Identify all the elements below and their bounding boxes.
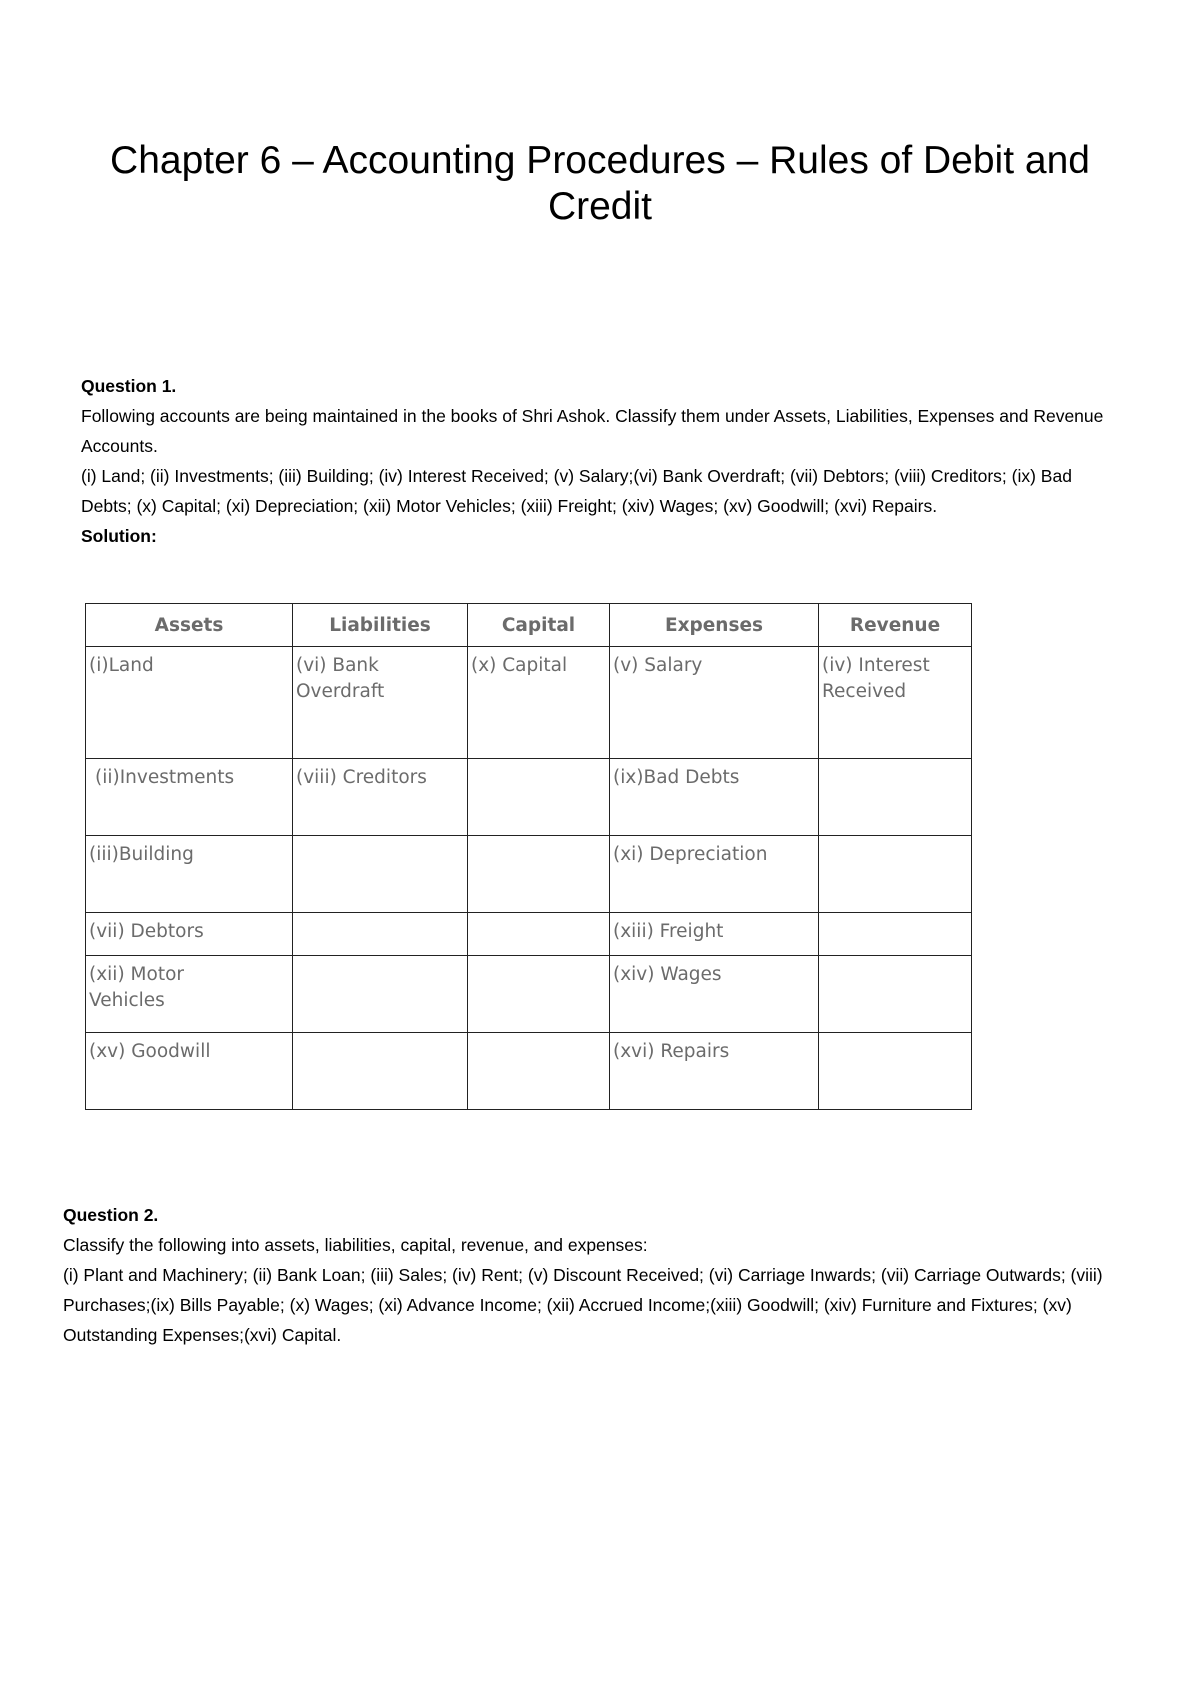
header-assets: Assets — [86, 604, 293, 647]
table-cell — [610, 913, 819, 956]
header-capital: Capital — [468, 604, 610, 647]
table-row — [86, 647, 972, 759]
cell-text: (vi) Bank Overdraft — [296, 655, 385, 702]
solution-label: Solution: — [81, 526, 157, 546]
cell-text: (x) Capital — [471, 655, 568, 676]
cell-text — [293, 956, 467, 962]
cell-text: (xvi) Repairs — [613, 1041, 730, 1062]
table-cell — [610, 647, 819, 759]
table-cell — [468, 956, 610, 1033]
page-title: Chapter 6 – Accounting Procedures – Rules of Debit and Credit — [110, 139, 1090, 228]
cell-text — [819, 759, 971, 765]
cell-text: (iii)Building — [89, 844, 194, 865]
table-cell — [86, 836, 293, 913]
table-cell — [86, 647, 293, 759]
cell-text: (vii) Debtors — [89, 921, 204, 942]
cell-text — [293, 913, 467, 919]
table-cell — [293, 956, 468, 1033]
table-cell — [293, 759, 468, 836]
table-cell — [86, 956, 293, 1033]
table-cell — [610, 759, 819, 836]
cell-text — [468, 956, 609, 962]
cell-text: (xi) Depreciation — [613, 844, 768, 865]
table-cell — [468, 647, 610, 759]
table-cell — [610, 1033, 819, 1110]
question-1-heading: Question 1. — [81, 376, 177, 396]
cell-text: (xv) Goodwill — [89, 1041, 211, 1062]
cell-text — [819, 1033, 971, 1039]
cell-text: (iv) Interest Received — [822, 655, 930, 702]
cell-text: (xiv) Wages — [613, 964, 722, 985]
table-cell — [468, 1033, 610, 1110]
cell-text — [293, 836, 467, 842]
question-2-items: (i) Plant and Machinery; (ii) Bank Loan; (iii) Sales; (iv) Rent; (v) Discount Received; (vi) Carriage Inwards; (vii) Carriage Outwards; (viii) Purchases;(ix) Bills Payable; (x) Wages; (xi) Advance Income; (xii) Accrued Income;(xiii) Goodwill; (xiv) Furniture and Fixtures; (xv) Outstanding Expenses;(xvi) Capital. — [63, 1265, 1103, 1345]
cell-text: (ii)Investments — [95, 767, 235, 788]
cell-text — [819, 913, 971, 919]
question-2-heading: Question 2. — [63, 1205, 159, 1225]
table-cell — [293, 913, 468, 956]
table-cell — [819, 836, 972, 913]
table-cell — [293, 647, 468, 759]
table-cell — [819, 956, 972, 1033]
header-revenue: Revenue — [819, 604, 972, 647]
table-cell — [468, 759, 610, 836]
cell-text — [468, 913, 609, 919]
cell-text — [293, 1033, 467, 1039]
cell-text — [819, 836, 971, 842]
cell-text: (ix)Bad Debts — [613, 767, 740, 788]
cell-text — [468, 836, 609, 842]
question-1-text: Following accounts are being maintained in the books of Shri Ashok. Classify them under Assets, Liabilities, Expenses and Revenue Accounts. — [81, 406, 1104, 456]
table-cell — [819, 913, 972, 956]
table-row — [86, 759, 972, 836]
table-cell — [819, 759, 972, 836]
header-expenses: Expenses — [610, 604, 819, 647]
question-1 — [81, 371, 1121, 551]
header-liabilities: Liabilities — [293, 604, 468, 647]
table-header-row — [86, 604, 972, 647]
cell-text — [468, 759, 609, 765]
table-cell — [610, 836, 819, 913]
table-row — [86, 956, 972, 1033]
table-cell — [86, 913, 293, 956]
cell-text: (xii) Motor Vehicles — [89, 964, 185, 1011]
table-cell — [468, 913, 610, 956]
table-cell — [610, 956, 819, 1033]
table-cell — [819, 1033, 972, 1110]
table-cell — [293, 836, 468, 913]
cell-text: (v) Salary — [613, 655, 703, 676]
question-2-text: Classify the following into assets, liabilities, capital, revenue, and expenses: — [63, 1235, 648, 1255]
cell-text: (viii) Creditors — [296, 767, 427, 788]
table-cell — [86, 759, 293, 836]
classification-table — [85, 603, 972, 1110]
cell-text: (xiii) Freight — [613, 921, 724, 942]
table-cell — [468, 836, 610, 913]
table-row — [86, 836, 972, 913]
question-2 — [63, 1200, 1103, 1350]
cell-text — [468, 1033, 609, 1039]
cell-text: (i)Land — [89, 655, 154, 676]
table-cell — [86, 1033, 293, 1110]
table-row — [86, 913, 972, 956]
cell-text — [819, 956, 971, 962]
table-cell — [819, 647, 972, 759]
table-row — [86, 1033, 972, 1110]
question-1-items: (i) Land; (ii) Investments; (iii) Building; (iv) Interest Received; (v) Salary;(vi) Bank Overdraft; (vii) Debtors; (viii) Creditors; (ix) Bad Debts; (x) Capital; (xi) Depreciation; (xii) Motor Vehicles; (xiii) Freight; (xiv) Wages; (xv) Goodwill; (xvi) Repairs. — [81, 466, 1072, 516]
table-cell — [293, 1033, 468, 1110]
